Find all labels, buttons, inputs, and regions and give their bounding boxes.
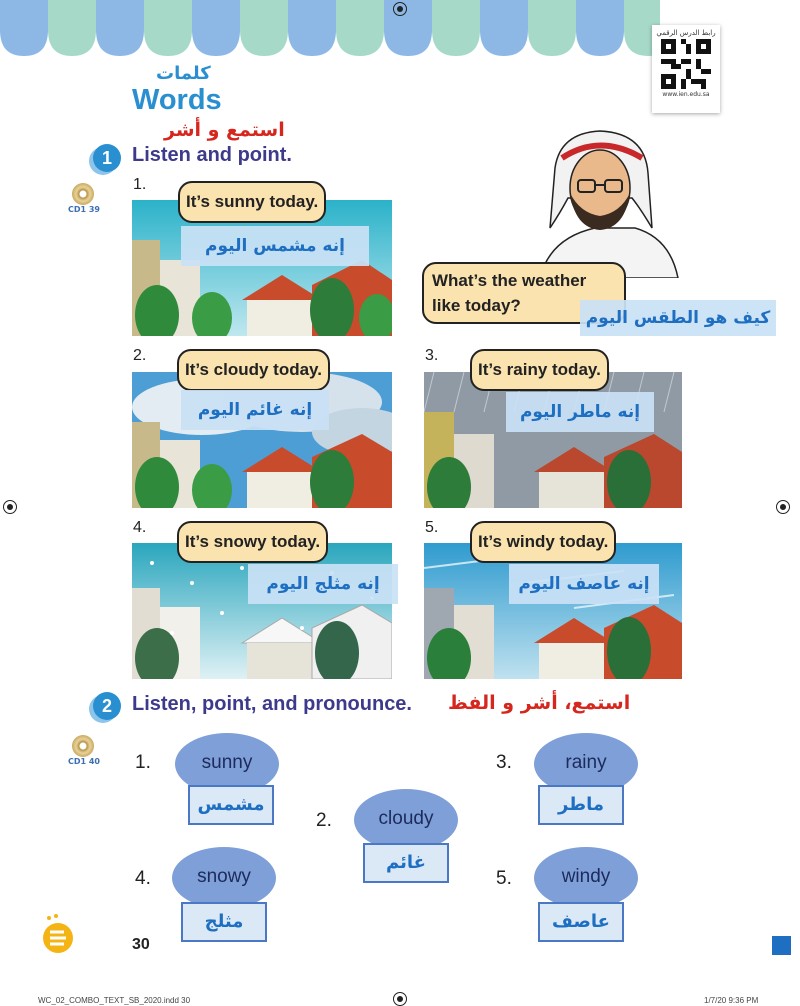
- footer-file-info: WC_02_COMBO_TEXT_SB_2020.indd 30: [38, 996, 191, 1005]
- panel-number: 4.: [133, 519, 147, 536]
- word-arabic-snowy: مثلج: [181, 902, 267, 942]
- section1-title: Listen and point.: [132, 144, 292, 166]
- banner-scallop: [480, 0, 528, 56]
- banner-scallop: [432, 0, 480, 56]
- page-number: 30: [132, 936, 150, 953]
- teacher-translation: كيف هو الطقس اليوم: [580, 300, 776, 336]
- teacher-bubble-line-2: like today?: [432, 296, 521, 315]
- word-number: 5.: [496, 868, 512, 889]
- publisher-logo-icon: [40, 912, 76, 956]
- section2-number-badge: 2: [93, 692, 121, 720]
- banner-scallop: [528, 0, 576, 56]
- cd-icon: [72, 735, 94, 757]
- word-number: 1.: [135, 752, 151, 773]
- footer-timestamp: 1/7/20 9:36 PM: [704, 996, 759, 1005]
- page-title: Words: [132, 84, 222, 116]
- banner-scallop: [336, 0, 384, 56]
- qr-code-card[interactable]: [652, 25, 720, 113]
- word-arabic-sunny: مشمس: [188, 785, 274, 825]
- word-bubble-windy[interactable]: windy: [534, 847, 638, 909]
- registration-mark-right: [776, 500, 790, 514]
- word-number: 3.: [496, 752, 512, 773]
- banner-scallop: [48, 0, 96, 56]
- banner-scallop: [240, 0, 288, 56]
- corner-marker: [772, 936, 791, 955]
- translation-cloudy: إنه غائم اليوم: [181, 390, 329, 430]
- qr-code-icon: [661, 39, 711, 89]
- panel-number: 3.: [425, 347, 439, 364]
- banner-scallop: [288, 0, 336, 56]
- speech-bubble-snowy: It’s snowy today.: [177, 521, 328, 563]
- speech-bubble-cloudy: It’s cloudy today.: [177, 349, 330, 391]
- translation-windy: إنه عاصف اليوم: [509, 564, 659, 604]
- translation-rainy: إنه ماطر اليوم: [506, 392, 654, 432]
- word-bubble-sunny[interactable]: sunny: [175, 733, 279, 795]
- teacher-bubble-line-1: What’s the weather: [432, 271, 587, 290]
- cd-track-2[interactable]: [68, 735, 98, 766]
- speech-bubble-sunny: It’s sunny today.: [178, 181, 326, 223]
- title-arabic: كلمات: [156, 63, 211, 84]
- translation-sunny: إنه مشمس اليوم: [181, 226, 369, 266]
- cd-track-1[interactable]: [68, 183, 98, 214]
- word-number: 4.: [135, 868, 151, 889]
- registration-mark-bottom: [393, 992, 407, 1006]
- qr-caption: رابط الدرس الرقمي: [656, 29, 716, 37]
- translation-snowy: إنه مثلج اليوم: [248, 564, 398, 604]
- speech-bubble-rainy: It’s rainy today.: [470, 349, 609, 391]
- word-arabic-cloudy: غائم: [363, 843, 449, 883]
- section1-number-badge: 1: [93, 144, 121, 172]
- registration-mark-left: [3, 500, 17, 514]
- teacher-illustration: [520, 128, 680, 278]
- section2-title-arabic: استمع، أشر و الفظ: [448, 692, 631, 714]
- word-bubble-cloudy[interactable]: cloudy: [354, 789, 458, 851]
- cd-track-label: CD1 39: [68, 205, 100, 214]
- word-number: 2.: [316, 810, 332, 831]
- word-arabic-rainy: ماطر: [538, 785, 624, 825]
- section1-title-arabic: استمع و أشر: [164, 119, 285, 141]
- section2-title: Listen, point, and pronounce.: [132, 693, 412, 715]
- word-bubble-snowy[interactable]: snowy: [172, 847, 276, 909]
- banner-scallop: [384, 0, 432, 56]
- banner-scallop: [192, 0, 240, 56]
- banner-scallop: [96, 0, 144, 56]
- banner-scallop: [576, 0, 624, 56]
- word-arabic-windy: عاصف: [538, 902, 624, 942]
- panel-number: 1.: [133, 176, 147, 193]
- speech-bubble-windy: It’s windy today.: [470, 521, 616, 563]
- banner-scallop: [144, 0, 192, 56]
- banner-scallop: [0, 0, 48, 56]
- scalloped-banner: [0, 0, 660, 62]
- qr-url: www.ien.edu.sa: [662, 91, 710, 98]
- word-bubble-rainy[interactable]: rainy: [534, 733, 638, 795]
- registration-mark-top: [393, 2, 407, 16]
- panel-number: 5.: [425, 519, 439, 536]
- cd-track-label: CD1 40: [68, 757, 100, 766]
- panel-number: 2.: [133, 347, 147, 364]
- cd-icon: [72, 183, 94, 205]
